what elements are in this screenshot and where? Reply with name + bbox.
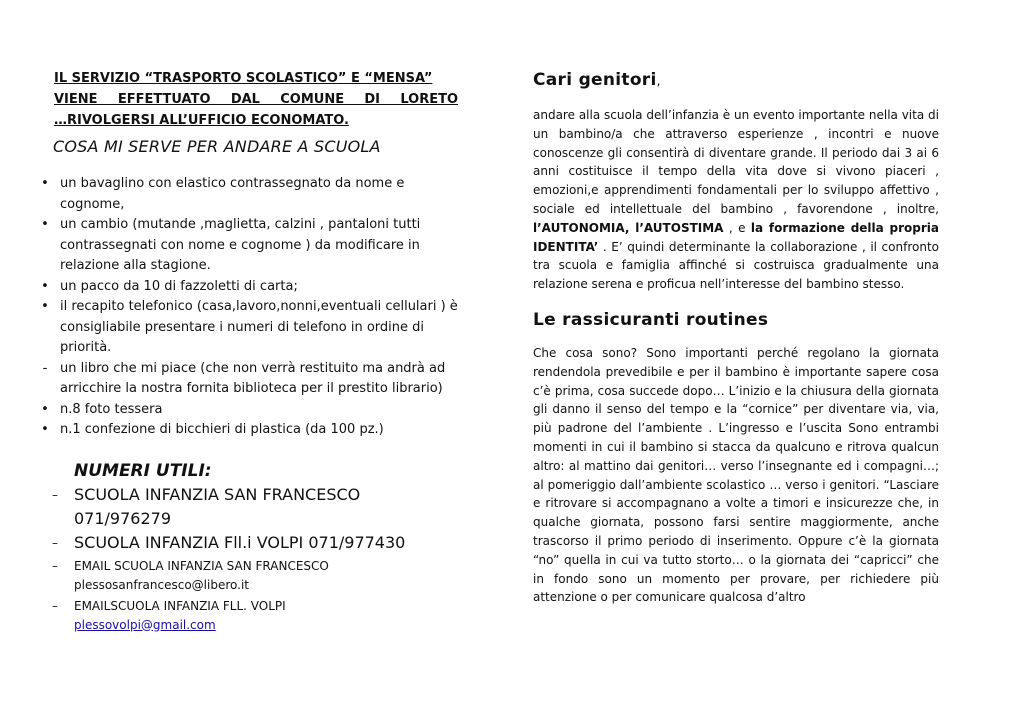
bullet-icon: •	[41, 401, 49, 417]
bullet-icon: •	[41, 176, 49, 191]
routines-paragraph: Che cosa sono? Sono importanti perché regolano la giornata rendendola prevedibile e per il bambino è importante sapere cosa c’è prima, cosa succede dopo… L’inizio e la chiusura della giornata gli danno il senso del tempo e la “cornice” per diventare via, via, più padrone del l’ambiente . L’ingresso e l’uscita Sono entrambi momenti in cui il bambino si stacca da qualcuno e ritrova qualcun altro: al mattino dai genitori… verso l’insegnante ed i compagni…; al pomeriggio dall’ambiente scolastico … verso i genitori. “Lasciare e ritrovare si accompagnano a volte a timori e insicurezze che, in qualche giornata, possono farsi sentire maggiormente, anche trascorso il primo periodo di inserimento. Oppure c’è la giornata “no” quella in cui va tutto storto… o la giornata dei “capricci” che in fondo sono un momento per provare, per richiedere più attenzione o per comunicare qualcosa d’altro	[533, 345, 939, 605]
list-item-text: n.8 foto tessera	[60, 401, 163, 417]
greeting-comma: ,	[656, 74, 661, 88]
emphasis-text: la formazione della propria IDENTITA’	[533, 220, 940, 254]
list-item	[38, 277, 458, 298]
bullet-icon: •	[41, 422, 49, 437]
dash-icon: –	[52, 535, 58, 550]
notice-line: IL SERVIZIO “TRASPORTO SCOLASTICO” E “MENSA”	[54, 71, 433, 86]
list-item-text: il recapito telefonico (casa,lavoro,nonni,eventuali cellulari ) è consigliabile presentare i numeri di telefono in ordine di priorità.	[60, 299, 458, 355]
list-item	[38, 557, 458, 595]
school-name: SCUOLA INFANZIA SAN FRANCESCO	[74, 484, 361, 504]
email-label: EMAILSCUOLA INFANZIA FLL. VOLPI	[74, 598, 286, 613]
greeting-heading	[533, 70, 939, 90]
list-item-text: un bavaglino con elastico contrassegnato da nome e cognome,	[60, 176, 405, 212]
bullet-icon: •	[41, 217, 49, 232]
supplies-list	[38, 174, 458, 441]
text-run: , e	[723, 220, 751, 235]
useful-numbers-list	[38, 483, 458, 635]
list-item	[38, 215, 458, 277]
dash-icon: –	[52, 558, 58, 573]
list-item	[38, 297, 458, 359]
list-item	[38, 174, 458, 215]
routines-heading: Le rassicuranti routines	[533, 309, 769, 330]
supplies-heading: COSA MI SERVE PER ANDARE A SCUOLA	[53, 137, 381, 156]
email-link[interactable]: plessovolpi@gmail.com	[74, 617, 216, 632]
list-item	[38, 420, 458, 441]
list-item	[38, 400, 458, 421]
notice-line: …RIVOLGERSI ALL’UFFICIO ECONOMATO.	[54, 113, 349, 128]
school-phone: SCUOLA INFANZIA Fll.i VOLPI 071/977430	[74, 532, 406, 552]
list-item-text: un libro che mi piace (che non verrà restituito ma andrà ad arricchire la nostra fornita biblioteca per il prestito librario)	[60, 360, 446, 396]
list-item-text: un cambio (mutande ,maglietta, calzini , pantaloni tutti contrassegnati con nome e cognome ) da modificare in relazione alla stagione.	[60, 217, 421, 273]
email-label: EMAIL SCUOLA INFANZIA SAN FRANCESCO	[74, 558, 329, 573]
bullet-icon: •	[41, 278, 49, 294]
bullet-icon: •	[41, 299, 49, 314]
list-item-text: n.1 confezione di bicchieri di plastica (da 100 pz.)	[60, 422, 384, 437]
list-item	[38, 597, 458, 635]
list-item	[38, 359, 458, 400]
phone-number: 071/976279	[74, 508, 172, 528]
greeting-text: Cari genitori	[533, 70, 657, 90]
intro-paragraph	[533, 106, 939, 294]
list-item	[38, 483, 458, 531]
useful-numbers-heading: NUMERI UTILI:	[74, 460, 212, 481]
notice-line: VIENE EFFETTUATO DAL COMUNE DI LORETO	[54, 92, 458, 107]
emphasis-text: l’AUTONOMIA, l’AUTOSTIMA	[533, 220, 724, 235]
left-column	[38, 68, 458, 635]
text-run: . E’ quindi determinante la collaborazione , il confronto tra scuola e famiglia affinché si costruisca gradualmente una relazione serena e proficua nell’interesse del bambino stesso.	[533, 239, 939, 292]
right-column	[533, 70, 939, 607]
list-item-text: un pacco da 10 di fazzoletti di carta;	[60, 278, 298, 294]
transport-notice	[54, 68, 458, 131]
list-item	[38, 531, 458, 555]
dash-icon: –	[52, 598, 58, 613]
text-run: andare alla scuola dell’infanzia è un evento importante nella vita di un bambino/a che attraverso esperienze , incontri e nuove conoscenze gli consentirà di diventare grande. Il periodo dai 3 ai 6 anni costituisce il tempo della vita dove si vivono piaceri , emozioni,e apprendimenti fondamentali per lo sviluppo affettivo , sociale ed intellettuale del bambino , favorendone , inoltre,	[533, 108, 939, 216]
dash-icon: -	[42, 360, 48, 376]
email-address: plessosanfrancesco@libero.it	[74, 577, 250, 592]
dash-icon: –	[52, 487, 58, 502]
